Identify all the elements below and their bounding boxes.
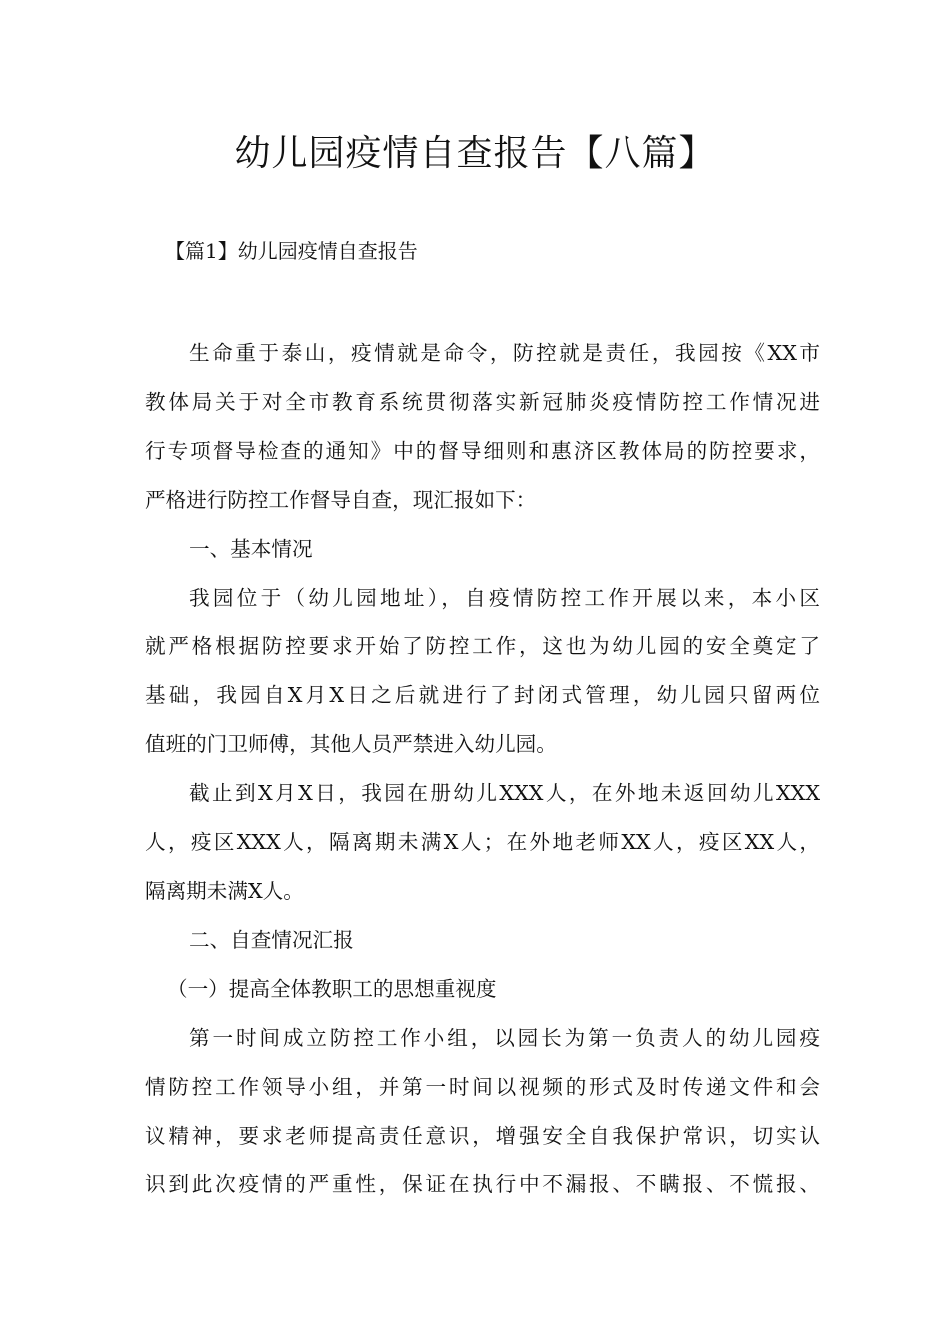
subheading-awareness: （一）提高全体教职工的思想重视度 <box>167 976 497 1001</box>
section-heading-part-1: 【篇1】幼儿园疫情自查报告 <box>165 239 418 263</box>
paragraph-line: 值班的门卫师傅，其他人员严禁进入幼儿园。 <box>145 732 557 757</box>
paragraph-intro <box>145 329 820 525</box>
paragraph-line: 生命重于泰山，疫情就是命令，防控就是责任，我园按《XX市 <box>189 341 820 365</box>
paragraph-statistics <box>145 769 820 916</box>
paragraph-working-group <box>145 1014 820 1210</box>
paragraph-line: 隔离期未满X人。 <box>145 878 304 903</box>
paragraph-line: 议精神，要求老师提高责任意识，增强安全自我保护常识，切实认 <box>145 1123 820 1148</box>
heading-basic-situation: 一、基本情况 <box>189 536 313 561</box>
paragraph-line: 基础，我园自X月X日之后就进行了封闭式管理，幼儿园只留两位 <box>145 683 820 708</box>
heading-self-inspection: 二、自查情况汇报 <box>189 927 354 952</box>
paragraph-line: 情防控工作领导小组，并第一时间以视频的形式及时传递文件和会 <box>145 1074 820 1099</box>
paragraph-line: 识到此次疫情的严重性，保证在执行中不漏报、不瞒报、不慌报、 <box>145 1172 820 1197</box>
paragraph-line: 就严格根据防控要求开始了防控工作，这也为幼儿园的安全奠定了 <box>145 634 820 659</box>
paragraph-line: 截止到X月X日，我园在册幼儿XXX人，在外地未返回幼儿XXX <box>189 781 820 806</box>
document-title: 幼儿园疫情自查报告【八篇】 <box>234 133 716 174</box>
document-body <box>145 329 820 1209</box>
paragraph-line: 人，疫区XXX人，隔离期未满X人；在外地老师XX人，疫区XX人， <box>145 830 820 855</box>
paragraph-location <box>145 574 820 770</box>
paragraph-line: 我园位于（幼儿园地址），自疫情防控工作开展以来，本小区 <box>189 585 820 610</box>
paragraph-line: 行专项督导检查的通知》中的督导细则和惠济区教体局的防控要求， <box>145 438 820 463</box>
paragraph-line: 严格进行防控工作督导自查，现汇报如下： <box>145 487 537 512</box>
paragraph-line: 教体局关于对全市教育系统贯彻落实新冠肺炎疫情防控工作情况进 <box>145 389 820 414</box>
paragraph-line: 第一时间成立防控工作小组，以园长为第一负责人的幼儿园疫 <box>189 1025 820 1050</box>
